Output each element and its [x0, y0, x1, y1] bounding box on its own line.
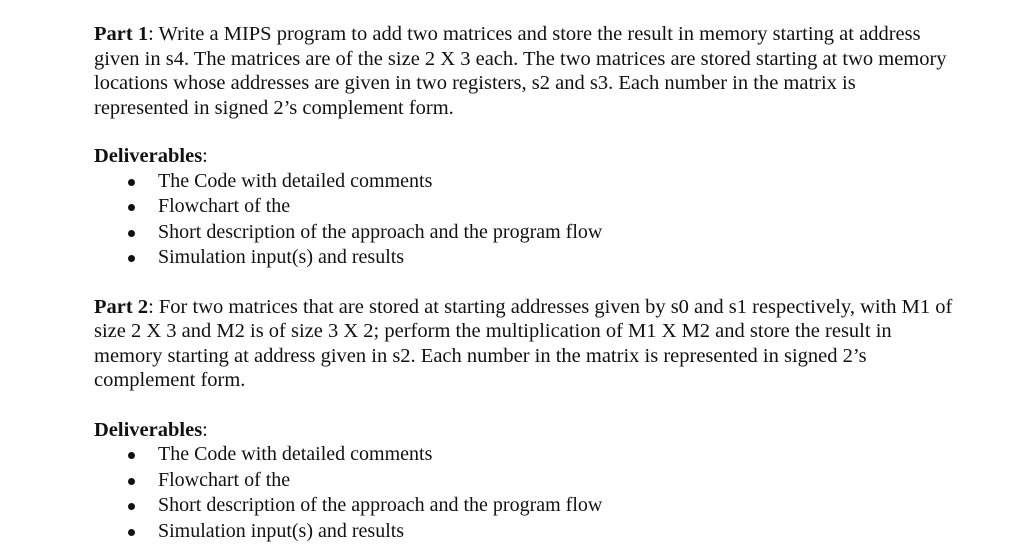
list-item-text: Short description of the approach and the program flow	[158, 494, 603, 516]
list-item	[94, 468, 954, 494]
bullet-icon	[128, 529, 135, 536]
list-item	[94, 220, 954, 246]
part2-text: For two matrices that are stored at starting addresses given by s0 and s1 respectively, with M1 of size 2 X 3 and M2 is of size 3 X 2; perform the multiplication of M1 X M2 and store the result in memory starting at address given in s2. Each number in the matrix is represented in signed 2’s complement form.	[94, 295, 953, 391]
bullet-icon	[128, 503, 135, 510]
bullet-icon	[128, 255, 135, 262]
part2-label: Part 2	[94, 295, 149, 318]
document-body	[94, 22, 954, 544]
part2-separator: :	[148, 295, 154, 318]
list-item-text: The Code with detailed comments	[158, 443, 433, 465]
list-item	[94, 519, 954, 545]
list-item	[94, 493, 954, 519]
bullet-icon	[128, 230, 135, 237]
list-item-text: Short description of the approach and the program flow	[158, 220, 603, 243]
deliverables1-heading-colon: :	[202, 145, 208, 167]
bullet-icon	[128, 179, 135, 186]
deliverables2-heading-colon: :	[202, 418, 208, 441]
bullet-icon	[128, 478, 135, 485]
list-item-text: Flowchart of the	[158, 195, 291, 217]
list-item-text: Flowchart of the	[158, 468, 291, 491]
part1-paragraph	[94, 22, 954, 120]
deliverables1-list	[94, 169, 954, 271]
deliverables1-heading	[94, 144, 954, 169]
bullet-icon	[128, 204, 135, 211]
list-item-text: The Code with detailed comments	[158, 169, 433, 192]
part2-paragraph	[94, 295, 954, 393]
list-item-text: Simulation input(s) and results	[158, 519, 405, 542]
deliverables2-heading	[94, 418, 954, 443]
deliverables2-list	[94, 442, 954, 544]
list-item	[94, 169, 954, 195]
list-item-text: Simulation input(s) and results	[158, 246, 405, 268]
list-item	[94, 245, 954, 271]
bullet-icon	[128, 452, 135, 459]
deliverables2-heading-text: Deliverables	[94, 418, 203, 441]
part1-text: Write a MIPS program to add two matrices and store the result in memory starting at address given in s4. The matrices are of the size 2 X 3 each. The two matrices are stored starting at two memory locations whose addresses are given in two registers, s2 and s3. Each number in the matrix is represented in signed 2’s complement form.	[94, 23, 947, 119]
list-item	[94, 442, 954, 468]
part1-separator: :	[148, 23, 154, 45]
part1-label: Part 1	[94, 23, 149, 45]
list-item	[94, 194, 954, 220]
deliverables1-heading-text: Deliverables	[94, 145, 203, 167]
